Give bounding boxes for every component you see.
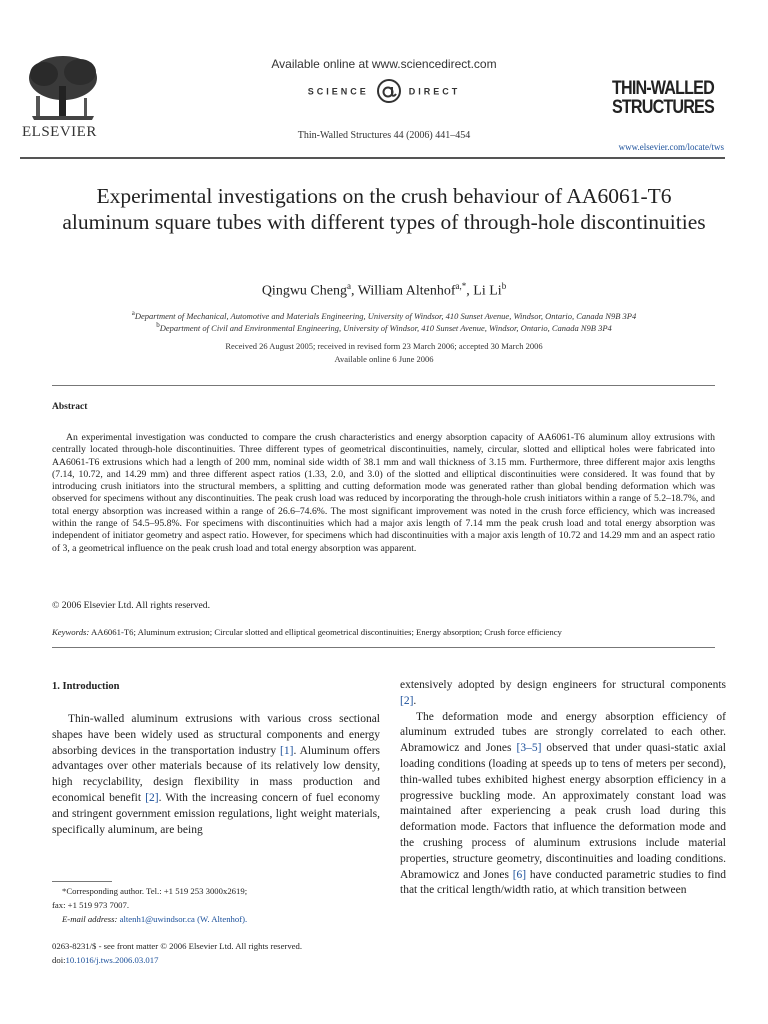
citation-link[interactable]: [3–5] — [516, 742, 542, 755]
right-column — [400, 678, 726, 899]
abstract-text: An experimental investigation was conducted to compare the crush characteristics and energy absorption capacity of AA6061-T6 aluminum alloy extrusions with centrally located through-hole discontinuities. Three different types of geometrical discontinuities, namely, circular, slotted and elliptical holes were fabricated into AA6061-T6 extrusions which had a length of 200 mm, nominal side width of 38.1 mm and wall thickness of 3.15 mm. Furthermore, three different major axis lengths (7.14, 10.72, and 14.29 mm) and three different aspect ratios (1.33, 2.0, and 3.0) of the slotted and elliptical discontinuities were considered. It was found that by introducing crush initiators into the structural members, a splitting and cutting deformation mode was generated rather than global bending deformation which was observed for specimens without any discontinuities. The peak crush load was reduced by incorporating the through-hole crush initiators within a range of 5.2–18.7%, and total energy absorption was increased within a range of 26.6–74.6%. The most significant improvement was noted in the crush force efficiency, which was increased within the range of 54.5–95.8%. For specimens with discontinuities which had a major axis length of 7.14 mm the peak crush load and total energy absorption was independent of initiator geometry and aspect ratio. However, for specimens which had discontinuities with a major axis length of 10.72 and 14.29 mm and an aspect ratio of 3, a geometrical influence on the peak crush load and total energy absorption was apparent. — [52, 432, 715, 554]
keywords-text: AA6061-T6; Aluminum extrusion; Circular slotted and elliptical geometrical discontinuities; Energy absorption; Crush force efficiency — [91, 627, 562, 637]
paragraph-text: observed that under quasi-static axial loading conditions (loading at speeds up to tens of meters per second), thin-walled tubes exhibited highest energy absorption efficiency in a progressive buckling mode. An approximately constant load was maintained after experiencing a peak crush load during this deformation mode. Factors that influence the deformation mode and the crushing process of aluminum extrusions include material properties, structure geometry, discontinuities and loading conditions. Abramowicz and Jones — [400, 742, 726, 881]
paragraph-text: extensively adopted by design engineers for structural components — [400, 679, 726, 691]
author-affiliation-mark: a,* — [455, 281, 467, 291]
brand-line-1: THIN-WALLED — [612, 78, 714, 99]
received-dates: Received 26 August 2005; received in revised form 23 March 2006; accepted 30 March 2006 — [225, 341, 543, 351]
doi-line — [52, 955, 158, 965]
sciencedirect-left: SCIENCE — [307, 86, 369, 97]
abstract-heading: Abstract — [52, 402, 88, 412]
paragraph-text: . Aluminum offers advantages over other materials because of its relatively low density, high recyclability, design flexibility in mass production and economical benefit — [52, 744, 380, 804]
header-divider — [20, 157, 725, 159]
email-link[interactable]: altenh1@uwindsor.ca (W. Altenhof). — [119, 914, 248, 924]
affiliation-text: Department of Civil and Environmental Engineering, University of Windsor, 410 Sunset Avenue, Windsor, Ontario, Canada N9B 3P4 — [159, 322, 612, 333]
issn-line: 0263-8231/$ - see front matter © 2006 Elsevier Ltd. All rights reserved. — [52, 941, 303, 951]
doi-label: doi: — [52, 955, 66, 965]
footnote-divider — [52, 881, 112, 882]
available-online-date: Available online 6 June 2006 — [334, 354, 434, 364]
affiliation-mark: b — [156, 321, 160, 329]
brand-line-2: STRUCTURES — [612, 97, 714, 118]
author-name: William Altenhof — [357, 283, 456, 299]
article-title: Experimental investigations on the crush behaviour of AA6061-T6 aluminum square tubes with different types of through-hole discontinuities — [62, 184, 706, 234]
email-note — [62, 914, 247, 924]
section-heading: 1. Introduction — [52, 681, 120, 692]
journal-reference: Thin-Walled Structures 44 (2006) 441–454 — [297, 130, 471, 141]
available-online-link[interactable]: Available online at www.sciencedirect.com — [271, 57, 497, 71]
journal-site-link[interactable]: www.elsevier.com/locate/tws — [618, 142, 724, 152]
affiliation-mark: a — [131, 309, 135, 317]
left-column-paragraph — [52, 712, 380, 838]
paragraph-text: Thin-walled aluminum extrusions with various cross sectional shapes have been widely used as structural components and energy absorbing devices in the transportation industry — [52, 713, 380, 757]
doi-link[interactable]: 10.1016/j.tws.2006.03.017 — [65, 955, 159, 965]
keywords-label: Keywords: — [52, 627, 90, 637]
citation-link[interactable]: [2] — [145, 791, 159, 804]
author-affiliation-mark: a — [346, 281, 351, 291]
author-separator: , — [466, 283, 474, 299]
paragraph-text: . With the increasing concern of fuel economy and stringent government emission regulations, light weight materials, specifically aluminum, are being — [52, 791, 380, 836]
citation-link[interactable]: [2] — [400, 694, 414, 707]
right-paragraph-2 — [400, 710, 726, 900]
email-label: E-mail address: — [62, 914, 120, 924]
right-paragraph-1 — [400, 678, 726, 710]
at-sign-icon — [375, 78, 403, 106]
author-list — [0, 281, 768, 300]
author-name: Qingwu Cheng — [261, 283, 347, 299]
publisher-name: ELSEVIER — [22, 124, 97, 140]
paragraph-text: The deformation mode and energy absorption efficiency of aluminum extruded tubes are strongly correlated to each other. Abramowicz and Jones — [400, 710, 726, 755]
author-separator: , — [350, 283, 358, 299]
affiliation-b — [0, 321, 768, 333]
paragraph-text: have conducted parametric studies to find that the critical length/width ratio, at which transition between — [400, 868, 726, 897]
affiliation-a — [0, 309, 768, 321]
paragraph-text: . — [413, 694, 417, 707]
author-affiliation-mark: b — [501, 281, 507, 291]
affiliation-text: Department of Mechanical, Automotive and Materials Engineering, University of Windsor, 410 Sunset Avenue, Windsor, Ontario, Canada N9B 3P4 — [134, 310, 637, 321]
abstract-copyright: © 2006 Elsevier Ltd. All rights reserved. — [52, 600, 211, 611]
fax-note: fax: +1 519 973 7007. — [52, 900, 130, 910]
journal-brand — [612, 79, 714, 117]
author-name: Li Li — [473, 283, 502, 299]
sciencedirect-right: DIRECT — [408, 86, 461, 97]
corresponding-author-note: *Corresponding author. Tel.: +1 519 253 3000x2619; — [62, 886, 248, 896]
keywords — [52, 627, 715, 637]
abstract-bottom-divider — [52, 647, 715, 648]
citation-link[interactable]: [1] — [280, 744, 294, 757]
abstract-top-divider — [52, 385, 715, 386]
citation-link[interactable]: [6] — [512, 868, 527, 881]
